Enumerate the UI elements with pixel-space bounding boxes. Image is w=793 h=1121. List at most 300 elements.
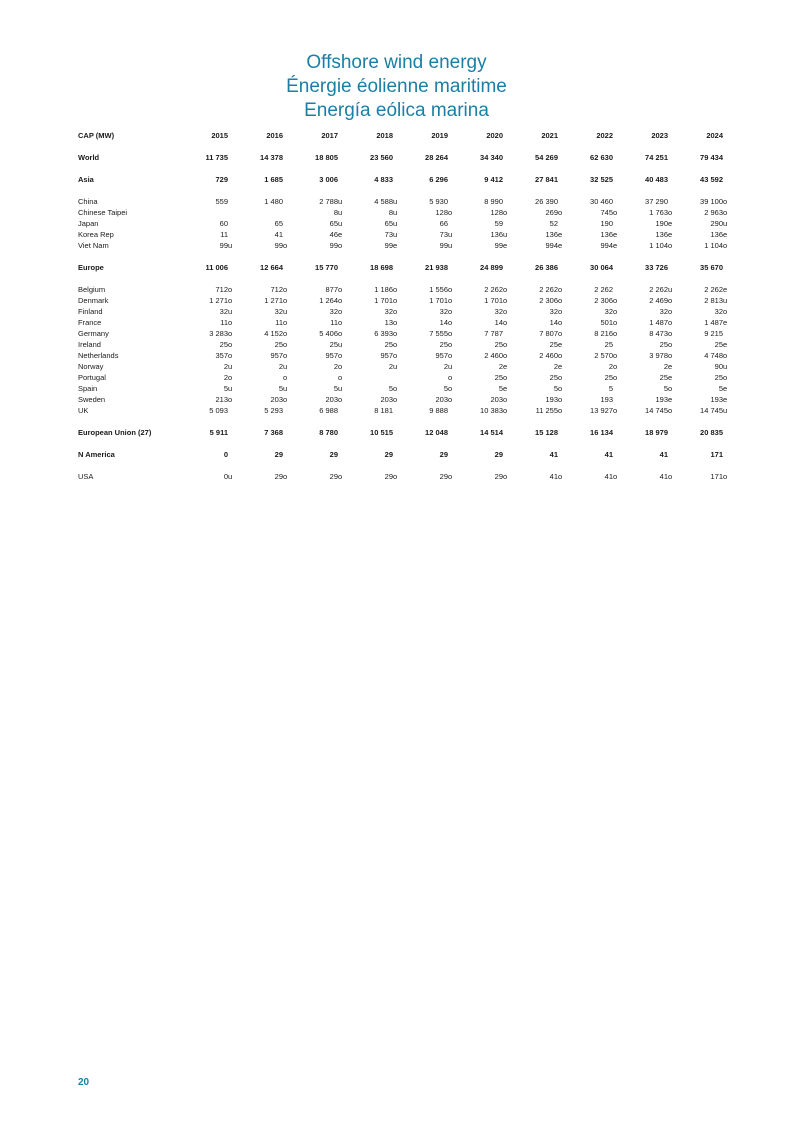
cell-flag: [613, 427, 628, 438]
cell-value: 2: [278, 362, 283, 371]
cell-flag: o: [503, 285, 508, 294]
cell-flag: [228, 218, 243, 229]
cell-flag: o: [723, 197, 728, 206]
cell-value: 5: [333, 384, 338, 393]
cell-value: 5 930: [429, 197, 448, 206]
cell-value: 2: [388, 362, 393, 371]
table-row: [78, 471, 738, 482]
cell-value: 5: [718, 384, 723, 393]
spacer-row: [78, 163, 738, 174]
cell-value: 29: [439, 450, 448, 459]
table-row: [78, 218, 738, 229]
cell-value: 25: [494, 373, 503, 382]
cell-flag: o: [228, 395, 233, 404]
table-body: [78, 141, 738, 482]
cell-value: 8 181: [374, 406, 393, 415]
cell-value: 32: [604, 307, 613, 316]
cell-value: 1 487: [704, 318, 723, 327]
cell-value: 25: [604, 373, 613, 382]
cell-value: 957: [270, 351, 283, 360]
cell-value: 32: [329, 307, 338, 316]
table-row: [78, 361, 738, 372]
table-row: [78, 317, 738, 328]
cell-flag: u: [448, 230, 453, 239]
cell-flag: [338, 405, 353, 416]
cell-value: 10 383: [480, 406, 503, 415]
table-row: [78, 394, 738, 405]
cell-value: 203: [490, 395, 503, 404]
cell-value: 136: [600, 230, 613, 239]
cell-value: 25: [384, 340, 393, 349]
cell-flag: o: [558, 351, 563, 360]
cell-value: 2 262: [484, 285, 503, 294]
cell-flag: [613, 284, 628, 295]
cell-value: 41: [604, 472, 613, 481]
cell-value: 27 841: [535, 175, 558, 184]
cell-value: 5: [388, 384, 393, 393]
cell-flag: [228, 196, 243, 207]
cell-value: 7 555: [429, 329, 448, 338]
cell-flag: [723, 328, 738, 339]
cell-flag: [338, 174, 353, 185]
cell-value: 2 262: [539, 285, 558, 294]
cell-flag: o: [338, 329, 343, 338]
cell-value: 193: [710, 395, 723, 404]
cell-flag: [228, 229, 243, 240]
table-row: [78, 174, 738, 185]
cell-value: 2 306: [539, 296, 558, 305]
cell-value: 11 255: [535, 406, 558, 415]
cell-flag: o: [723, 208, 728, 217]
cell-value: 13: [384, 318, 393, 327]
cell-flag: o: [228, 329, 233, 338]
cell-value: 9 412: [484, 175, 503, 184]
cell-value: 5: [608, 384, 613, 393]
cell-value: 290: [710, 219, 723, 228]
cell-value: 21 938: [425, 263, 448, 272]
cell-value: 15 770: [315, 263, 338, 272]
cell-value: 193: [545, 395, 558, 404]
cell-flag: o: [668, 406, 673, 415]
cell-value: 136: [655, 230, 668, 239]
cell-flag: [448, 152, 463, 163]
table-row: [78, 262, 738, 273]
cell-flag: [723, 427, 738, 438]
cell-flag: [448, 218, 463, 229]
cell-flag: o: [503, 472, 508, 481]
cell-flag: o: [393, 329, 398, 338]
cell-flag: [448, 449, 463, 460]
cell-flag: [558, 218, 573, 229]
cell-value: 32: [274, 307, 283, 316]
cell-value: 957: [435, 351, 448, 360]
cell-flag: [393, 427, 408, 438]
cell-flag: o: [503, 208, 508, 217]
cell-flag: o: [338, 318, 343, 327]
cell-value: 1 271: [209, 296, 228, 305]
cell-flag: o: [283, 351, 288, 360]
cell-flag: o: [228, 373, 233, 382]
cell-flag: o: [503, 307, 508, 316]
cell-flag: [393, 449, 408, 460]
cell-flag: o: [448, 318, 453, 327]
cell-flag: [613, 449, 628, 460]
cell-value: 2 262: [704, 285, 723, 294]
cell-flag: u: [723, 219, 728, 228]
cell-flag: [613, 339, 628, 350]
cell-value: 1 701: [374, 296, 393, 305]
cell-flag: e: [338, 230, 343, 239]
cell-flag: [503, 328, 518, 339]
cell-value: 26 390: [535, 197, 558, 206]
cell-flag: o: [448, 285, 453, 294]
cell-value: [188, 207, 228, 218]
spacer-row: [78, 416, 738, 427]
cell-flag: o: [723, 241, 728, 250]
row-label: Sweden: [78, 395, 106, 404]
row-label: Ireland: [78, 340, 101, 349]
cell-value: 994: [545, 241, 558, 250]
cell-flag: [338, 449, 353, 460]
cell-value: 9 888: [429, 406, 448, 415]
cell-flag: u: [723, 406, 728, 415]
cell-value: 712: [215, 285, 228, 294]
cell-value: 18 805: [315, 153, 338, 162]
cell-flag: o: [448, 351, 453, 360]
cell-flag: u: [228, 384, 233, 393]
cell-value: 2 570: [594, 351, 613, 360]
table-row: [78, 196, 738, 207]
cell-value: 41: [659, 450, 668, 459]
cell-flag: o: [668, 384, 673, 393]
cell-value: 1 271: [264, 296, 283, 305]
cell-flag: [668, 427, 683, 438]
cell-flag: e: [503, 241, 508, 250]
cell-value: 5 911: [209, 428, 228, 437]
cell-value: 190: [655, 219, 668, 228]
cell-value: 2 788: [319, 197, 338, 206]
cell-flag: [503, 174, 518, 185]
cell-value: 41: [274, 230, 283, 239]
cell-value: 1 685: [264, 175, 283, 184]
cell-value: 3 006: [319, 175, 338, 184]
row-label: World: [78, 153, 100, 162]
cell-value: 8 780: [319, 428, 338, 437]
cell-value: 8: [333, 208, 338, 217]
cell-value: 32: [494, 307, 503, 316]
cell-value: 136: [545, 230, 558, 239]
cell-flag: o: [448, 329, 453, 338]
row-label: Europe: [78, 263, 104, 272]
cell-value: 171: [710, 472, 723, 481]
cell-flag: u: [283, 384, 288, 393]
cell-flag: [558, 152, 573, 163]
cell-value: 559: [215, 197, 228, 206]
cell-value: [298, 372, 338, 383]
cell-flag: [723, 174, 738, 185]
cell-value: 4 748: [704, 351, 723, 360]
cell-flag: e: [723, 230, 728, 239]
cell-flag: [613, 196, 628, 207]
row-label: European Union (27): [78, 428, 152, 437]
cell-flag: u: [393, 197, 398, 206]
cell-flag: u: [338, 219, 343, 228]
cell-value: 1 487: [649, 318, 668, 327]
cell-value: 14: [549, 318, 558, 327]
cell-value: 32: [549, 307, 558, 316]
cell-flag: e: [723, 285, 728, 294]
cell-value: 65: [274, 219, 283, 228]
cell-value: 2 469: [649, 296, 668, 305]
cell-value: 65: [384, 219, 393, 228]
page-number: 20: [78, 1077, 90, 1088]
table-row: [78, 405, 738, 416]
cell-flag: o: [393, 472, 398, 481]
cell-flag: o: [448, 208, 453, 217]
cell-value: 5: [498, 384, 503, 393]
cell-flag: [503, 218, 518, 229]
cell-value: 41: [549, 472, 558, 481]
cell-value: 43 592: [700, 175, 723, 184]
cell-value: 15 128: [535, 428, 558, 437]
cell-flag: [283, 229, 298, 240]
table-row: [78, 372, 738, 383]
cell-flag: o: [558, 373, 563, 382]
cell-value: 203: [325, 395, 338, 404]
cell-flag: u: [393, 219, 398, 228]
cell-flag: [503, 427, 518, 438]
cell-flag: o: [393, 395, 398, 404]
cell-value: 29: [439, 472, 448, 481]
cell-flag: u: [283, 362, 288, 371]
cell-value: 14 378: [260, 153, 283, 162]
cell-value: 33 726: [645, 263, 668, 272]
cell-value: 4 588: [374, 197, 393, 206]
cell-flag: o: [228, 318, 233, 327]
cell-value: 5: [278, 384, 283, 393]
cell-value: 25: [439, 340, 448, 349]
cell-flag: [558, 427, 573, 438]
cell-flag: o: [338, 307, 343, 316]
table-row: [78, 240, 738, 251]
cell-flag: o: [283, 329, 288, 338]
spacer-row: [78, 185, 738, 196]
cell-value: 29: [494, 450, 503, 459]
cell-value: 34 340: [480, 153, 503, 162]
cell-value: 8 990: [484, 197, 503, 206]
cell-flag: [558, 449, 573, 460]
cell-value: 24 899: [480, 263, 503, 272]
cell-flag: u: [283, 307, 288, 316]
cell-flag: o: [448, 373, 453, 382]
cell-flag: [613, 394, 628, 405]
cell-flag: o: [558, 384, 563, 393]
year-header: 2023: [651, 131, 668, 140]
cell-flag: o: [613, 318, 618, 327]
cell-value: 11 006: [205, 263, 228, 272]
cell-flag: o: [558, 329, 563, 338]
cell-value: 171: [710, 450, 723, 459]
cell-value: 1 763: [649, 208, 668, 217]
cell-value: 23 560: [370, 153, 393, 162]
cell-flag: o: [668, 241, 673, 250]
year-header: 2016: [266, 131, 283, 140]
cell-value: 14 745: [700, 406, 723, 415]
cell-value: 2 262: [649, 285, 668, 294]
cell-value: 25: [659, 340, 668, 349]
cell-flag: o: [283, 472, 288, 481]
cell-flag: u: [393, 230, 398, 239]
cell-flag: e: [668, 395, 673, 404]
cell-flag: o: [723, 373, 728, 382]
spacer-row: [78, 438, 738, 449]
cell-value: 12 664: [260, 263, 283, 272]
row-label: Portugal: [78, 373, 106, 382]
cell-value: 2: [663, 362, 668, 371]
cell-value: 5 293: [264, 406, 283, 415]
cell-flag: o: [558, 307, 563, 316]
cell-value: 16 134: [590, 428, 613, 437]
cell-value: [408, 372, 448, 383]
cell-value: 79 434: [700, 153, 723, 162]
cell-value: 41: [604, 450, 613, 459]
cell-flag: u: [228, 241, 233, 250]
cell-flag: u: [228, 307, 233, 316]
cell-flag: o: [503, 373, 508, 382]
cell-value: 29: [329, 472, 338, 481]
cell-flag: e: [723, 395, 728, 404]
cell-value: 52: [549, 219, 558, 228]
cell-flag: o: [668, 472, 673, 481]
cell-flag: u: [338, 197, 343, 206]
cell-value: 20 835: [700, 428, 723, 437]
cell-value: 99: [384, 241, 393, 250]
cell-flag: o: [283, 285, 288, 294]
row-label: UK: [78, 406, 89, 415]
cell-value: 128: [435, 208, 448, 217]
cell-flag: o: [613, 329, 618, 338]
cell-value: 11: [220, 230, 228, 239]
cell-value: 29: [274, 450, 283, 459]
cell-value: 25: [604, 340, 613, 349]
cell-value: 25: [329, 340, 338, 349]
cell-value: 2 460: [484, 351, 503, 360]
cell-flag: o: [613, 362, 618, 371]
cell-value: 2 460: [539, 351, 558, 360]
year-header: 2022: [596, 131, 613, 140]
cell-value: 35 670: [700, 263, 723, 272]
cell-value: 357: [215, 351, 228, 360]
cell-value: 745: [600, 208, 613, 217]
cell-value: 877: [325, 285, 338, 294]
cell-value: 12 048: [425, 428, 448, 437]
cell-flag: o: [393, 351, 398, 360]
cell-flag: [283, 174, 298, 185]
cell-flag: o: [338, 395, 343, 404]
cell-flag: o: [283, 241, 288, 250]
cell-flag: [228, 449, 243, 460]
cell-value: 712: [270, 285, 283, 294]
cell-flag: o: [668, 351, 673, 360]
cell-value: [243, 372, 283, 383]
cell-flag: o: [393, 285, 398, 294]
spacer-row: [78, 273, 738, 284]
cell-flag: [668, 174, 683, 185]
cell-value: 32: [439, 307, 448, 316]
row-label: Chinese Taipei: [78, 208, 128, 217]
cell-value: 99: [219, 241, 228, 250]
cell-value: 4 152: [264, 329, 283, 338]
cell-value: 99: [494, 241, 503, 250]
cell-flag: [393, 262, 408, 273]
cell-value: 7 807: [539, 329, 558, 338]
cell-value: 2: [333, 362, 338, 371]
cell-value: 8 473: [649, 329, 668, 338]
cell-value: 269: [545, 208, 558, 217]
cell-value: 6 393: [374, 329, 393, 338]
cell-flag: o: [613, 351, 618, 360]
cell-flag: [668, 196, 683, 207]
cell-flag: o: [558, 472, 563, 481]
cell-value: 54 269: [535, 153, 558, 162]
row-label: Asia: [78, 175, 94, 184]
cell-flag: o: [338, 373, 343, 382]
cell-flag: e: [668, 362, 673, 371]
cell-flag: o: [613, 208, 618, 217]
cell-flag: e: [723, 340, 728, 349]
cell-flag: o: [503, 296, 508, 305]
spacer-row: [78, 141, 738, 152]
cell-value: 11: [275, 318, 283, 327]
row-label: Netherlands: [78, 351, 119, 360]
cell-value: 957: [325, 351, 338, 360]
cell-flag: e: [558, 362, 563, 371]
table-row: [78, 229, 738, 240]
cell-flag: u: [393, 208, 398, 217]
cell-flag: o: [503, 340, 508, 349]
cell-value: 29: [384, 472, 393, 481]
cell-value: 6 988: [319, 406, 338, 415]
cell-value: 26 386: [535, 263, 558, 272]
cell-value: 203: [435, 395, 448, 404]
cell-value: [243, 207, 283, 218]
cell-flag: e: [723, 318, 728, 327]
cell-flag: e: [503, 362, 508, 371]
cell-flag: o: [613, 406, 618, 415]
cell-value: 9 215: [704, 329, 723, 338]
cell-flag: [503, 152, 518, 163]
cell-flag: o: [613, 373, 618, 382]
cell-flag: [613, 174, 628, 185]
page-titles: [0, 51, 793, 123]
cell-flag: o: [668, 208, 673, 217]
cell-flag: [338, 262, 353, 273]
cell-value: 7 368: [264, 428, 283, 437]
cell-flag: [448, 405, 463, 416]
title-fr: Énergie éolienne maritime: [286, 76, 507, 97]
cell-flag: o: [558, 296, 563, 305]
title-es: Energía eólica marina: [304, 100, 489, 121]
table-row: [78, 207, 738, 218]
cell-flag: o: [228, 296, 233, 305]
cell-flag: u: [448, 362, 453, 371]
cell-value: 29: [494, 472, 503, 481]
cell-flag: [723, 152, 738, 163]
cell-flag: o: [393, 384, 398, 393]
cell-flag: u: [503, 230, 508, 239]
cell-flag: u: [668, 285, 673, 294]
cell-value: 40 483: [645, 175, 668, 184]
